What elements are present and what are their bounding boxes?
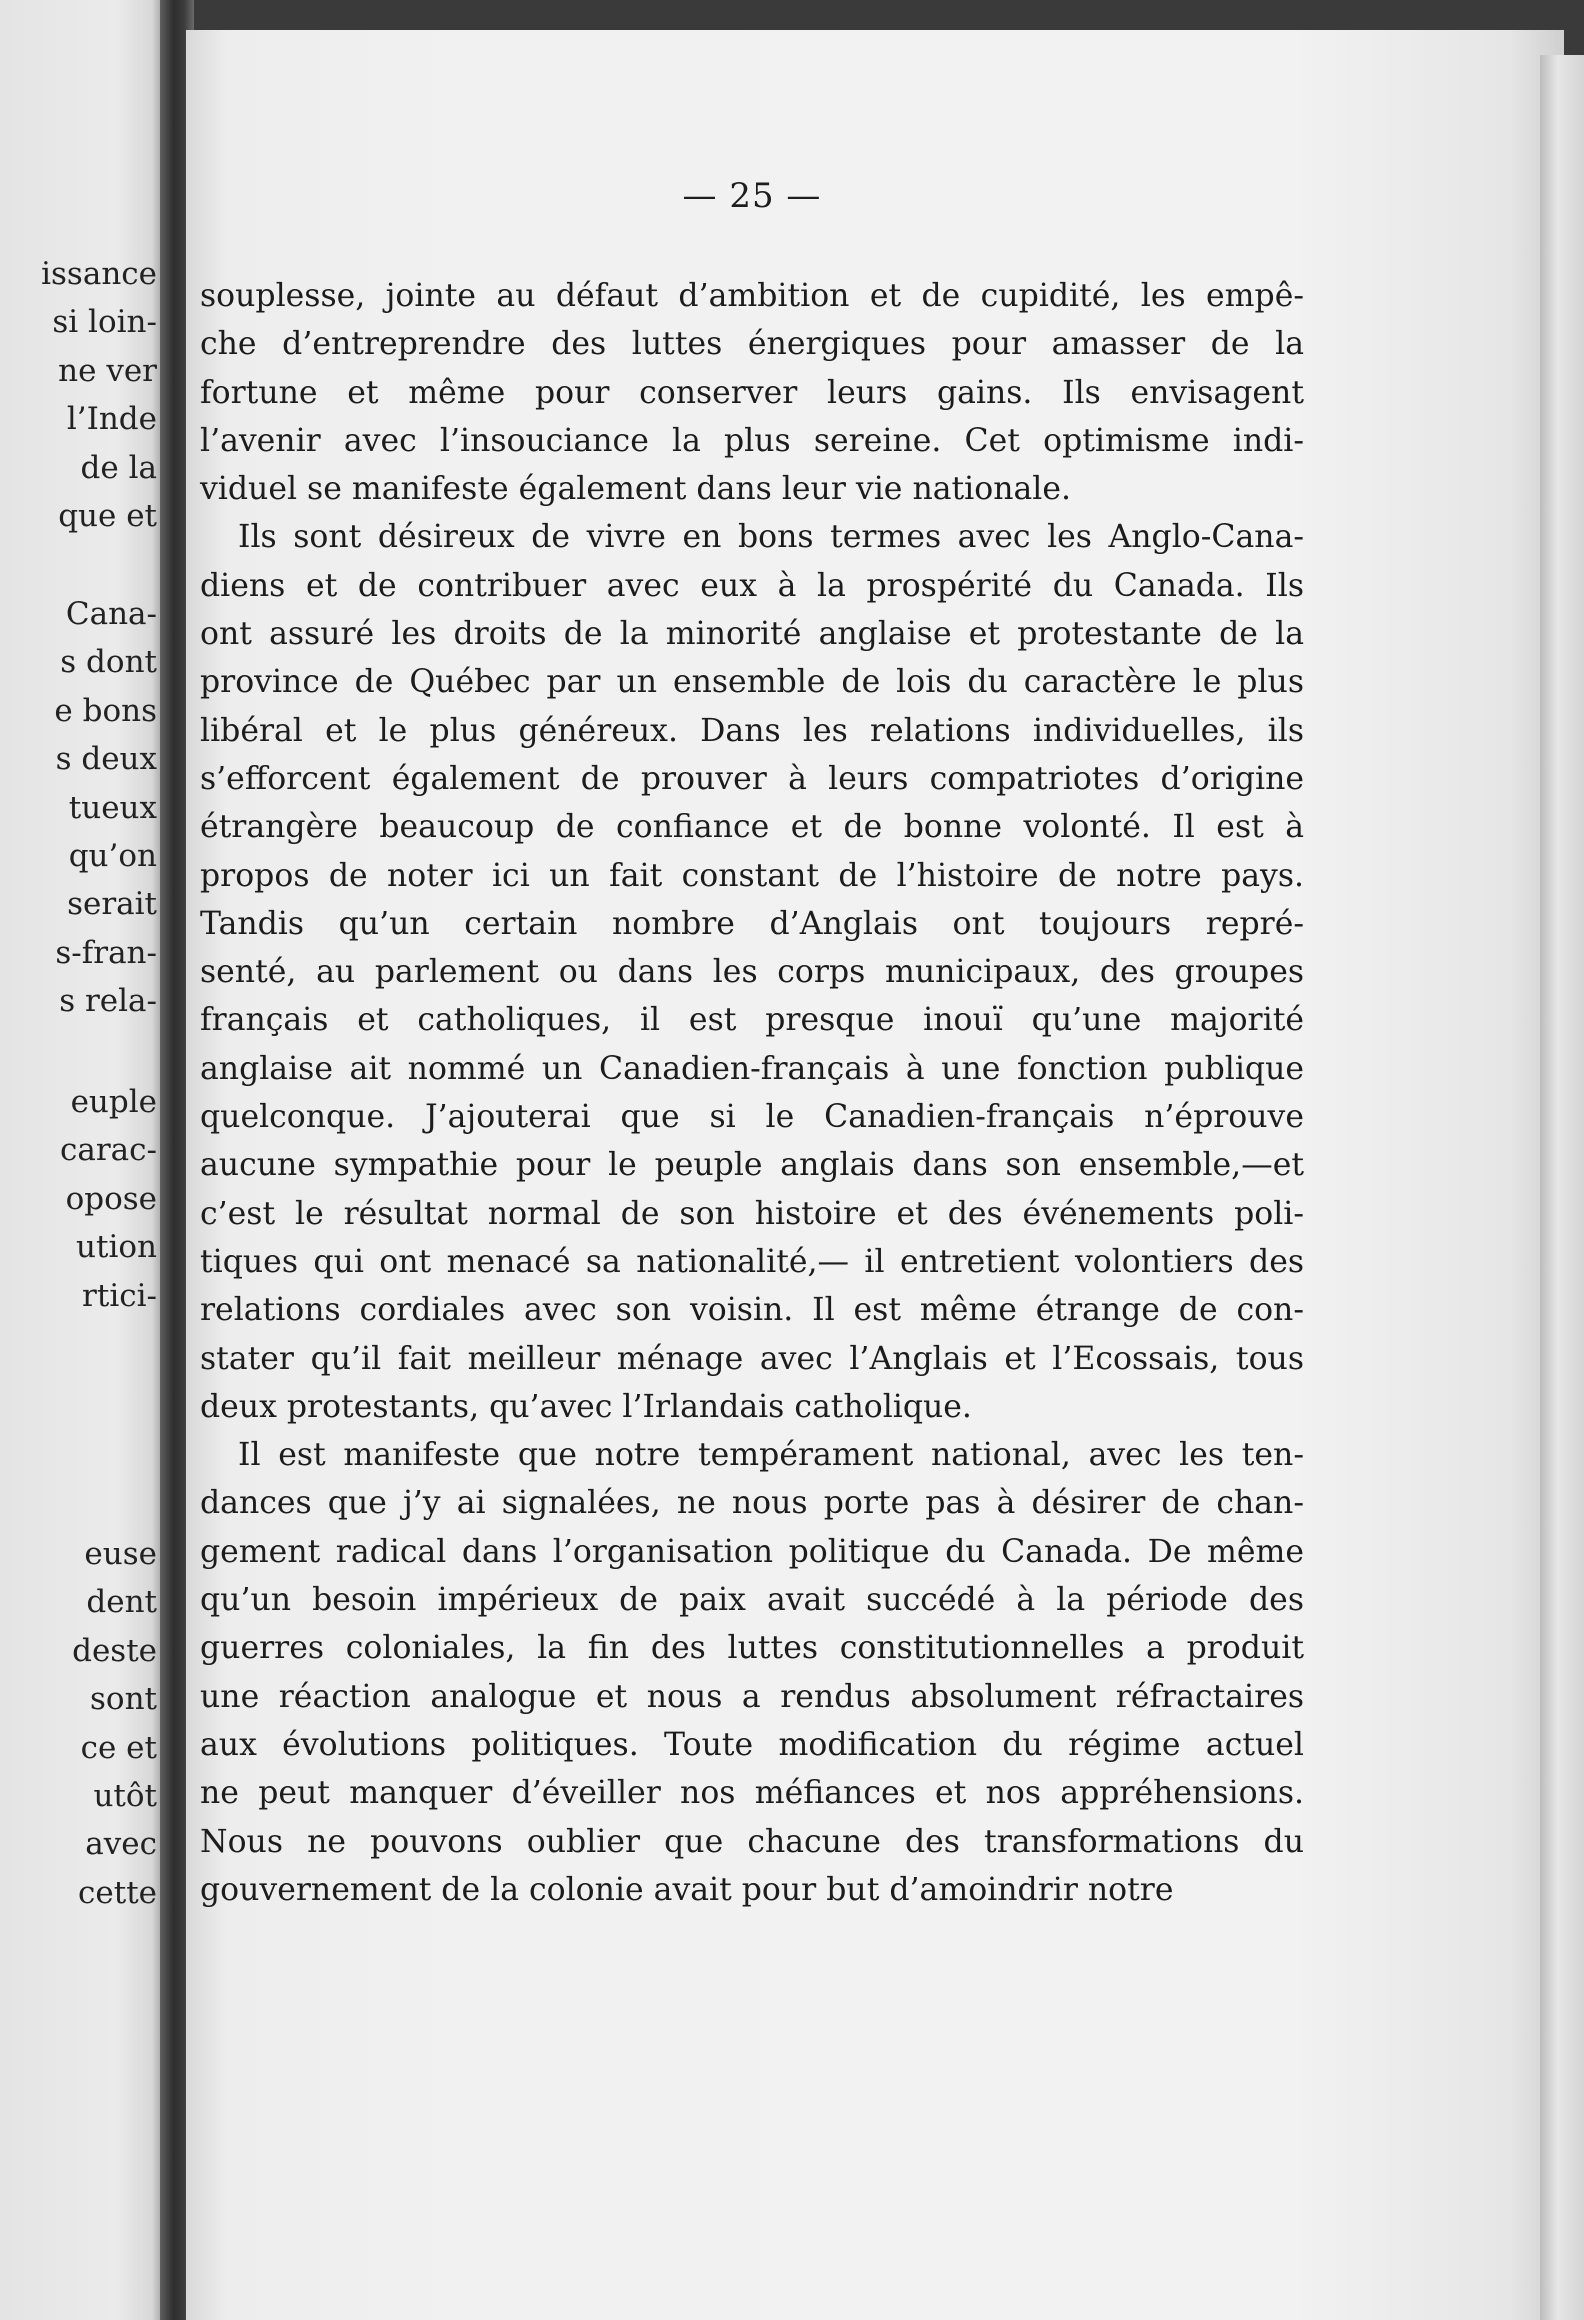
left-fragment-line: l’Inde — [66, 401, 157, 438]
left-fragment-line: issance — [41, 256, 157, 292]
left-fragment-line: utôt — [93, 1777, 157, 1814]
left-fragment-line: tueux — [68, 789, 157, 826]
left-fragment-block-1 — [41, 250, 157, 540]
text-line: Tandis qu’un certain nombre d’Anglais ont toujours repré- — [200, 905, 1304, 942]
left-fragment-line: euple — [70, 1084, 157, 1120]
page-edge — [1540, 55, 1584, 2320]
previous-page-fragment — [0, 0, 165, 2320]
left-fragment-line: si loin- — [52, 304, 157, 341]
left-fragment-line: qu’on — [68, 837, 157, 874]
text-line: propos de noter ici un fait constant de l’histoire de notre pays. — [200, 857, 1304, 894]
left-fragment-line: serait — [67, 886, 157, 923]
left-fragment-line: s rela- — [59, 983, 157, 1020]
text-line: province de Québec par un ensemble de lois du caractère le plus — [200, 664, 1304, 701]
text-line: anglaise ait nommé un Canadien-français à une fonction publique — [200, 1050, 1304, 1087]
text-line: étrangère beaucoup de confiance et de bonne volonté. Il est à — [200, 809, 1304, 846]
text-line: Ils sont désireux de vivre en bons termes avec les Anglo-Cana- — [238, 519, 1304, 556]
text-line: fortune et même pour conserver leurs gains. Ils envisagent — [200, 374, 1304, 411]
text-line: aucune sympathie pour le peuple anglais dans son ensemble,—et — [200, 1147, 1304, 1184]
text-line: ont assuré les droits de la minorité anglaise et protestante de la — [200, 616, 1304, 653]
left-fragment-line: ce et — [80, 1729, 157, 1766]
left-fragment-line: que et — [58, 497, 157, 534]
left-fragment-block-3 — [60, 1078, 157, 1320]
page-number: — 25 — — [682, 176, 822, 216]
text-line: qu’un besoin impérieux de paix avait succédé à la période des — [200, 1582, 1304, 1619]
left-fragment-line: rtici- — [82, 1277, 157, 1314]
left-fragment-line: s-fran- — [55, 934, 157, 971]
left-fragment-line: Cana- — [65, 596, 157, 632]
text-line: ne peut manquer d’éveiller nos méfiances et nos appréhensions. — [200, 1775, 1304, 1812]
text-line: libéral et le plus généreux. Dans les relations individuelles, ils — [200, 712, 1304, 749]
left-fragment-line: euse — [84, 1536, 157, 1572]
text-line: stater qu’il fait meilleur ménage avec l’Anglais et l’Ecossais, tous — [200, 1340, 1304, 1377]
text-line: guerres coloniales, la fin des luttes constitutionnelles a produit — [200, 1630, 1304, 1667]
text-line: c’est le résultat normal de son histoire et des événements poli- — [200, 1195, 1304, 1232]
left-fragment-block-2 — [54, 590, 157, 1026]
left-fragment-line: s dont — [60, 644, 157, 681]
paragraph — [200, 1431, 1304, 1914]
left-fragment-line: dent — [86, 1584, 157, 1621]
paragraph — [200, 513, 1304, 1431]
left-fragment-line: ne ver — [58, 352, 157, 389]
text-line: che d’entreprendre des luttes énergiques pour amasser de la — [200, 326, 1304, 363]
text-line: diens et de contribuer avec eux à la prospérité du Canada. Ils — [200, 567, 1304, 604]
paragraph — [200, 272, 1304, 513]
text-line: tiques qui ont menacé sa nationalité,— il entretient volontiers des — [200, 1243, 1304, 1280]
text-line: dances que j’y ai signalées, ne nous porte pas à désirer de chan- — [200, 1485, 1304, 1522]
text-line: français et catholiques, il est presque inouï qu’une majorité — [200, 1002, 1304, 1039]
text-line: Nous ne pouvons oublier que chacune des transformations du — [200, 1823, 1304, 1860]
left-fragment-line: avec — [85, 1826, 157, 1863]
left-fragment-line: deste — [72, 1632, 157, 1669]
left-fragment-line: de la — [80, 449, 157, 486]
text-line: gement radical dans l’organisation politique du Canada. De même — [200, 1533, 1304, 1570]
text-line: une réaction analogue et nous a rendus absolument réfractaires — [200, 1678, 1304, 1715]
text-line: aux évolutions politiques. Toute modification du régime actuel — [200, 1726, 1304, 1763]
text-line: relations cordiales avec son voisin. Il est même étrange de con- — [200, 1292, 1304, 1329]
text-line: souplesse, jointe au défaut d’ambition et de cupidité, les empê- — [200, 278, 1304, 314]
text-line: deux protestants, qu’avec l’Irlandais catholique. — [200, 1388, 972, 1425]
left-fragment-block-4 — [72, 1530, 157, 1917]
left-fragment-line: e bons — [54, 692, 157, 729]
text-line: senté, au parlement ou dans les corps municipaux, des groupes — [200, 954, 1304, 991]
text-line: viduel se manifeste également dans leur vie nationale. — [200, 471, 1072, 508]
text-line: quelconque. J’ajouterai que si le Canadien-français n’éprouve — [200, 1099, 1304, 1136]
left-fragment-line: carac- — [60, 1132, 157, 1169]
left-fragment-line: s deux — [55, 741, 157, 778]
left-fragment-line: opose — [65, 1180, 157, 1217]
text-line: Il est manifeste que notre tempérament national, avec les ten- — [238, 1437, 1304, 1474]
text-line: s’efforcent également de prouver à leurs compatriotes d’origine — [200, 760, 1304, 797]
left-fragment-line: sont — [90, 1681, 157, 1718]
text-line: l’avenir avec l’insouciance la plus sereine. Cet optimisme indi- — [200, 422, 1304, 459]
left-fragment-line: cette — [78, 1874, 157, 1911]
text-line: gouvernement de la colonie avait pour but d’amoindrir notre — [200, 1871, 1174, 1908]
page-body-text — [200, 272, 1304, 1914]
left-fragment-line: ution — [76, 1229, 157, 1266]
